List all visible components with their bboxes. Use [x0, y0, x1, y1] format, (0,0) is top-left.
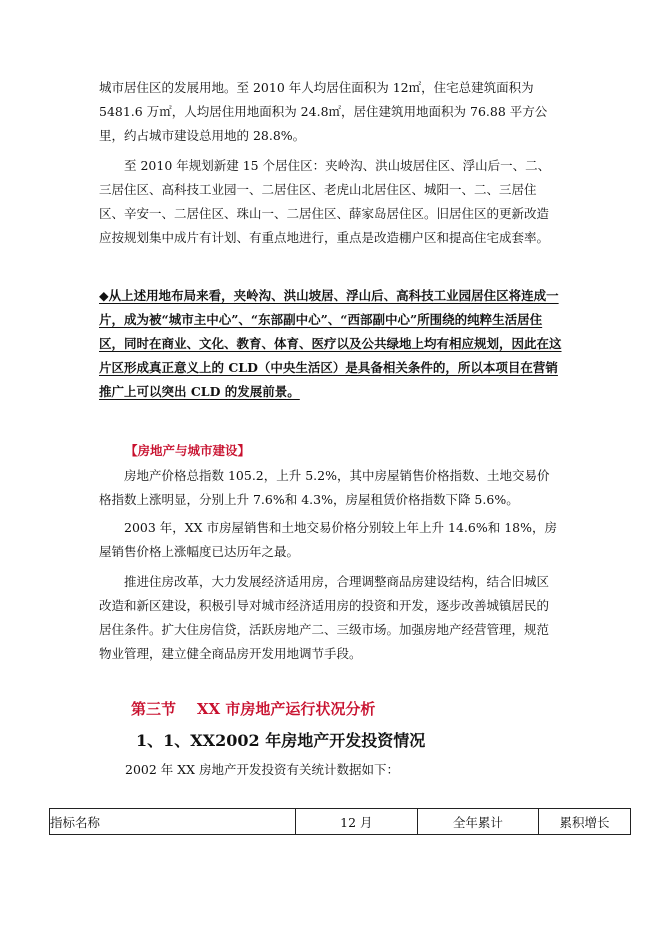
heading-real-estate-city: 【房地产与城市建设】 [125, 443, 251, 458]
paragraph-highlight-cld: ◆从上述用地布局来看，夹岭沟、洪山坡居、浮山后、高科技工业园居住区将连成一片，成为被“城市主中心”、“东部副中心”、“西部副中心”所围绕的纯粹生活居住区，同时在商业、文化、教育、体育、医疗以及公共绿地上均有相应规划，因此在这片区形成真正意义上的 CLD（中央生活区）是具备相关条件的，所以本项目在营销推广上可以突出 CLD 的发展前景。 [99, 288, 562, 399]
paragraph-housing-reform: 推进住房改革，大力发展经济适用房，合理调整商品房建设结构，结合旧城区改造和新区建设，积极引导对城市经济适用房的投资和开发，逐步改善城镇居民的居住条件。扩大住房信贷，活跃房地产二、三级市场。加强房地产经营管理，规范物业管理，建立健全商品房开发用地调节手段。 [99, 574, 550, 661]
paragraph-price-index: 房地产价格总指数 105.2，上升 5.2%，其中房屋销售价格指数、土地交易价格指数上涨明显，分别上升 7.6%和 4.3%，房屋租赁价格指数下降 5.6%。 [99, 468, 550, 507]
header-cumulative-growth: 累积增长 [539, 809, 631, 835]
paragraph-residential-land: 城市居住区的发展用地。至 2010 年人均居住面积为 12㎡，住宅总建筑面积为 5481.6 万㎡，人均居住用地面积为 24.8㎡，居住建筑用地面积为 76.88 平方公里，约占城市建设总用地的 28.8%。 [99, 80, 548, 143]
table-intro: 2002 年 XX 房地产开发投资有关统计数据如下： [125, 762, 400, 777]
header-indicator-name: 指标名称 [50, 809, 296, 835]
paragraph-2003-prices: 2003 年，XX 市房屋销售和土地交易价格分别较上年上升 14.6%和 18%，房屋销售价格上涨幅度已达历年之最。 [99, 520, 557, 559]
header-annual-total: 全年累计 [417, 809, 538, 835]
paragraph-new-residential-areas: 至 2010 年规划新建 15 个居住区：夹岭沟、洪山坡居住区、浮山后一、二、三居住区、高科技工业园一、二居住区、老虎山北居住区、城阳一、二、三居住区、辛安一、二居住区、珠山一、二居住区、薛家岛居住区。旧居住区的更新改造应按规划集中成片有计划、有重点地进行，重点是改造棚户区和提高住宅成套率。 [99, 158, 551, 245]
statistics-table [49, 808, 631, 835]
table-header-row [50, 809, 631, 835]
header-december: 12 月 [296, 809, 417, 835]
sub-heading-investment: 1、1、XX2002 年房地产开发投资情况 [136, 731, 426, 750]
section-heading: 第三节 XX 市房地产运行状况分析 [131, 700, 376, 718]
